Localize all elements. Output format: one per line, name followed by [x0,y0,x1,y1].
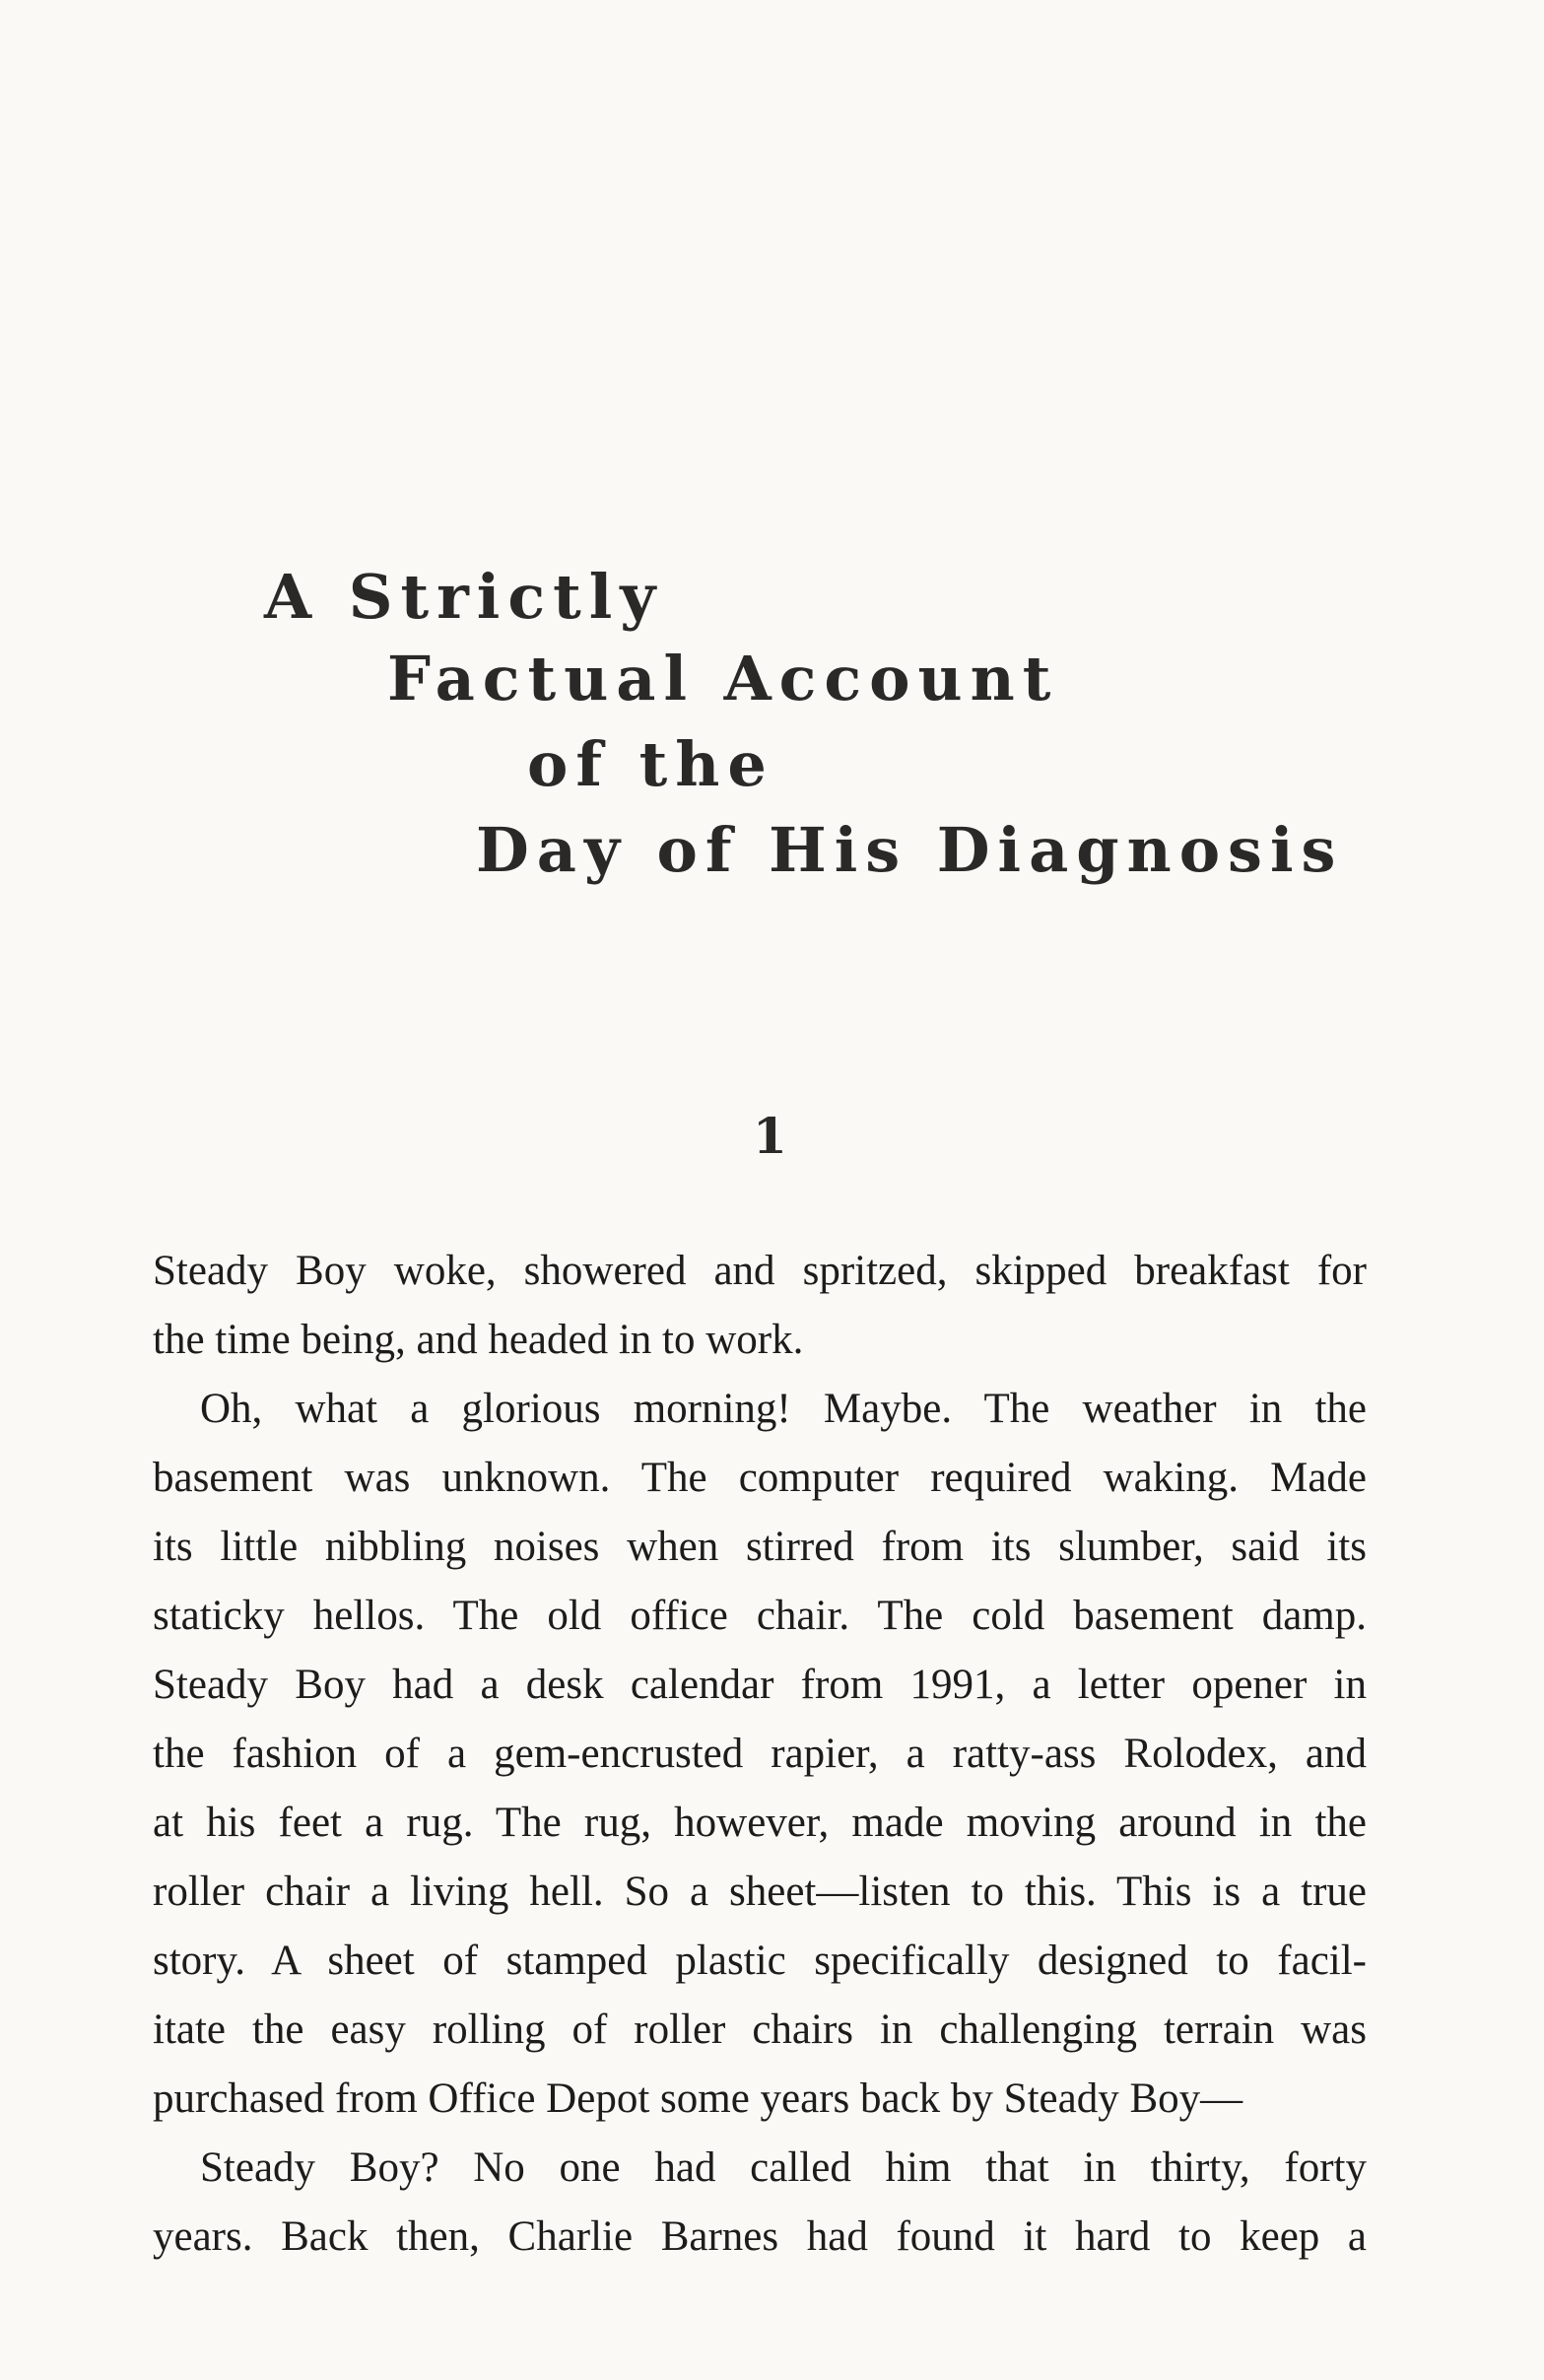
body-line: Oh, what a glorious morning! Maybe. The weather in the [200,1386,1367,1432]
body-line: the time being, and headed in to work. [153,1317,804,1363]
body-line: the fashion of a gem-encrusted rapier, a ratty-ass Rolodex, and [153,1731,1367,1777]
body-line: staticky hellos. The old office chair. The cold basement damp. [153,1593,1367,1639]
body-line: purchased from Office Depot some years back by Steady Boy— [153,2075,1243,2122]
body-line: at his feet a rug. The rug, however, made moving around in the [153,1800,1367,1846]
body-line: story. A sheet of stamped plastic specifically designed to facil- [153,1938,1367,1984]
body-line: roller chair a living hell. So a sheet—listen to this. This is a true [153,1869,1367,1915]
body-line: Steady Boy? No one had called him that in thirty, forty [200,2144,1367,2191]
body-line: years. Back then, Charlie Barnes had found it hard to keep a [153,2213,1367,2260]
chapter-title-line-2: Factual Account [387,643,1059,714]
chapter-title-line-3: of the [527,728,774,800]
body-line: Steady Boy woke, showered and spritzed, skipped breakfast for [153,1248,1367,1294]
section-number: 1 [753,1107,787,1165]
body-line: its little nibbling noises when stirred from its slumber, said its [153,1524,1367,1570]
body-line: Steady Boy had a desk calendar from 1991, a letter opener in [153,1662,1367,1708]
body-text [153,1237,1367,2272]
chapter-title-line-1: A Strictly [264,561,664,633]
body-line: basement was unknown. The computer required waking. Made [153,1455,1367,1501]
body-line: itate the easy rolling of roller chairs in challenging terrain was [153,2006,1367,2053]
chapter-title-line-4: Day of His Diagnosis [476,814,1344,886]
